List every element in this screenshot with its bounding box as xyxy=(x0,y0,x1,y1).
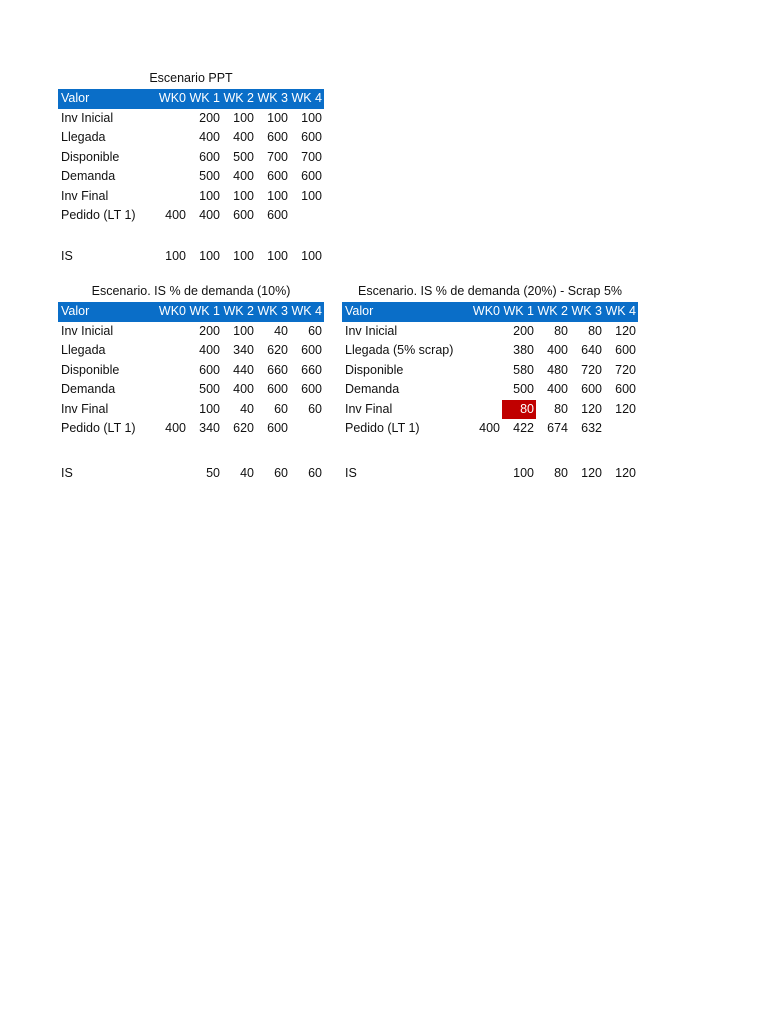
cell-value: 120 xyxy=(581,401,602,416)
cell-value: 100 xyxy=(267,110,288,125)
row-label: Inv Inicial xyxy=(61,323,114,338)
cell-value: 100 xyxy=(267,248,288,263)
cell-value: 600 xyxy=(267,169,288,183)
cell-value: 400 xyxy=(233,169,254,183)
table-row xyxy=(342,419,638,439)
cell-value xyxy=(154,341,188,361)
cell-value: WK 2 xyxy=(537,304,568,318)
cell-value xyxy=(468,361,502,381)
cell-value: WK0 xyxy=(158,304,186,318)
cell-value: 400 xyxy=(199,208,220,222)
row-label: Inv Final xyxy=(345,401,393,416)
cell-value: 80 xyxy=(554,465,568,480)
cell-value: 400 xyxy=(233,382,254,396)
table-escenario-ppt xyxy=(58,67,324,266)
row-label: Demanda xyxy=(345,382,400,396)
cell-value: 500 xyxy=(233,149,254,164)
cell-value: 200 xyxy=(199,323,220,338)
table-row xyxy=(342,380,638,400)
cell-value: 620 xyxy=(233,421,254,435)
cell-value: 400 xyxy=(233,130,254,144)
row-label: Valor xyxy=(61,91,90,105)
cell-value: 60 xyxy=(274,401,288,416)
cell-value: 40 xyxy=(240,401,254,416)
cell-value: 80 xyxy=(554,401,568,416)
cell-value: WK 3 xyxy=(257,91,288,105)
cell-value xyxy=(468,464,502,484)
cell-value: 632 xyxy=(581,421,602,435)
table-row xyxy=(58,187,324,207)
cell-value: 100 xyxy=(165,248,186,263)
cell-value: WK 2 xyxy=(223,91,254,105)
cell-value: 600 xyxy=(301,343,322,357)
is-row xyxy=(342,464,638,484)
cell-value: 600 xyxy=(267,382,288,396)
table-row xyxy=(58,109,324,129)
cell-value: 600 xyxy=(301,382,322,396)
cell-value xyxy=(154,148,188,168)
cell-value xyxy=(290,419,324,439)
cell-value: 100 xyxy=(199,248,220,263)
cell-value: 80 xyxy=(588,323,602,338)
row-label: Inv Final xyxy=(61,401,109,416)
table-row xyxy=(58,380,324,400)
table-row xyxy=(58,322,324,342)
table-row xyxy=(58,419,324,439)
cell-value: 100 xyxy=(301,110,322,125)
row-label: Inv Inicial xyxy=(61,110,114,125)
header-row xyxy=(58,302,324,322)
cell-value xyxy=(468,400,502,420)
cell-value: 600 xyxy=(615,382,636,396)
cell-value: 100 xyxy=(301,188,322,203)
table-escenario-is-10 xyxy=(58,280,324,483)
cell-value: 100 xyxy=(233,110,254,125)
row-label: Disponible xyxy=(61,149,120,164)
cell-value: 50 xyxy=(206,465,220,480)
table-title: Escenario PPT xyxy=(149,71,233,85)
cell-value: 700 xyxy=(267,149,288,164)
cell-value: 600 xyxy=(615,343,636,357)
cell-value: 720 xyxy=(581,362,602,377)
cell-value: WK 1 xyxy=(503,304,534,318)
table-row xyxy=(58,167,324,187)
header-row xyxy=(342,302,638,322)
table-row xyxy=(342,361,638,381)
cell-value: 60 xyxy=(308,401,322,416)
cell-value xyxy=(468,380,502,400)
cell-value: 600 xyxy=(233,208,254,222)
row-label: Disponible xyxy=(61,362,120,377)
cell-value: 40 xyxy=(274,323,288,338)
cell-value: 400 xyxy=(165,421,186,435)
table-row xyxy=(58,341,324,361)
cell-value: 100 xyxy=(199,401,220,416)
cell-value xyxy=(154,109,188,129)
cell-value xyxy=(290,206,324,226)
cell-value: WK0 xyxy=(158,91,186,105)
cell-value: 60 xyxy=(274,465,288,480)
cell-value: 620 xyxy=(267,343,288,357)
cell-value xyxy=(154,464,188,484)
cell-value: 600 xyxy=(199,362,220,377)
cell-value: 440 xyxy=(233,362,254,377)
cell-value: 480 xyxy=(547,362,568,377)
cell-value: 100 xyxy=(233,323,254,338)
row-label: Pedido (LT 1) xyxy=(345,421,420,435)
cell-value: WK 3 xyxy=(571,304,602,318)
cell-value: 60 xyxy=(308,465,322,480)
table-row xyxy=(58,206,324,226)
cell-value: 400 xyxy=(165,208,186,222)
cell-value: 40 xyxy=(240,465,254,480)
cell-value: 660 xyxy=(267,362,288,377)
cell-value: 100 xyxy=(233,188,254,203)
cell-value: WK0 xyxy=(472,304,500,318)
cell-value xyxy=(154,400,188,420)
row-label: Demanda xyxy=(61,169,116,183)
row-label: Disponible xyxy=(345,362,404,377)
cell-value: WK 3 xyxy=(257,304,288,318)
row-label: Pedido (LT 1) xyxy=(61,208,136,222)
cell-value: 200 xyxy=(199,110,220,125)
cell-value: 500 xyxy=(199,169,220,183)
table-row xyxy=(58,400,324,420)
row-label: Valor xyxy=(61,304,90,318)
cell-value: 400 xyxy=(479,421,500,435)
cell-value: 500 xyxy=(513,382,534,396)
cell-value: 100 xyxy=(233,248,254,263)
cell-value xyxy=(154,128,188,148)
cell-value: 100 xyxy=(513,465,534,480)
row-label: Llegada (5% scrap) xyxy=(345,343,454,357)
cell-value xyxy=(154,380,188,400)
cell-value: 640 xyxy=(581,343,602,357)
cell-value: 422 xyxy=(513,421,534,435)
cell-value: 380 xyxy=(513,343,534,357)
table-row xyxy=(342,341,638,361)
row-label: IS xyxy=(345,465,357,480)
is-row xyxy=(58,464,324,484)
cell-value: 60 xyxy=(308,323,322,338)
table-title: Escenario. IS % de demanda (20%) - Scrap 5% xyxy=(357,284,623,298)
cell-value: 600 xyxy=(301,169,322,183)
cell-value: 500 xyxy=(199,382,220,396)
is-row xyxy=(58,247,324,267)
table-row xyxy=(342,400,638,420)
table-title: Escenario. IS % de demanda (10%) xyxy=(91,284,291,298)
cell-value: 674 xyxy=(547,421,568,435)
row-label: Pedido (LT 1) xyxy=(61,421,136,435)
cell-value: 400 xyxy=(547,343,568,357)
cell-value xyxy=(468,341,502,361)
cell-value: 200 xyxy=(513,323,534,338)
cell-value: 660 xyxy=(301,362,322,377)
cell-value: 600 xyxy=(199,149,220,164)
cell-value xyxy=(468,322,502,342)
row-label: Llegada xyxy=(61,130,106,144)
row-label: IS xyxy=(61,465,73,480)
row-label: Demanda xyxy=(61,382,116,396)
table-row xyxy=(342,322,638,342)
cell-value: 340 xyxy=(199,421,220,435)
cell-value: WK 1 xyxy=(189,304,220,318)
row-label: Valor xyxy=(345,304,374,318)
cell-value xyxy=(154,361,188,381)
cell-value: 600 xyxy=(581,382,602,396)
cell-value: 400 xyxy=(547,382,568,396)
table-row xyxy=(58,361,324,381)
cell-value: WK 4 xyxy=(291,91,322,105)
cell-value: WK 1 xyxy=(189,91,220,105)
cell-value: 700 xyxy=(301,149,322,164)
cell-value: 600 xyxy=(301,130,322,144)
cell-value: 120 xyxy=(615,401,636,416)
cell-value: 600 xyxy=(267,208,288,222)
cell-value: 400 xyxy=(199,130,220,144)
table-row xyxy=(58,128,324,148)
cell-value: 100 xyxy=(199,188,220,203)
header-row xyxy=(58,89,324,109)
cell-value: 120 xyxy=(581,465,602,480)
cell-value xyxy=(154,187,188,207)
cell-value: 400 xyxy=(199,343,220,357)
cell-value: 100 xyxy=(301,248,322,263)
cell-value: 120 xyxy=(615,323,636,338)
table-row xyxy=(58,148,324,168)
cell-value: WK 2 xyxy=(223,304,254,318)
cell-value: 80 xyxy=(502,400,536,420)
cell-value: 580 xyxy=(513,362,534,377)
cell-value: 720 xyxy=(615,362,636,377)
cell-value: WK 4 xyxy=(291,304,322,318)
row-label: Inv Final xyxy=(61,188,109,203)
cell-value: 100 xyxy=(267,188,288,203)
cell-value xyxy=(604,419,638,439)
cell-value: 340 xyxy=(233,343,254,357)
row-label: Inv Inicial xyxy=(345,323,398,338)
cell-value xyxy=(154,167,188,187)
cell-value: 600 xyxy=(267,130,288,144)
cell-value: 600 xyxy=(267,421,288,435)
cell-value: 120 xyxy=(615,465,636,480)
cell-value xyxy=(154,322,188,342)
row-label: Llegada xyxy=(61,343,106,357)
cell-value: 80 xyxy=(554,323,568,338)
row-label: IS xyxy=(61,248,73,263)
table-escenario-is-20-scrap xyxy=(342,280,638,483)
cell-value: WK 4 xyxy=(605,304,636,318)
